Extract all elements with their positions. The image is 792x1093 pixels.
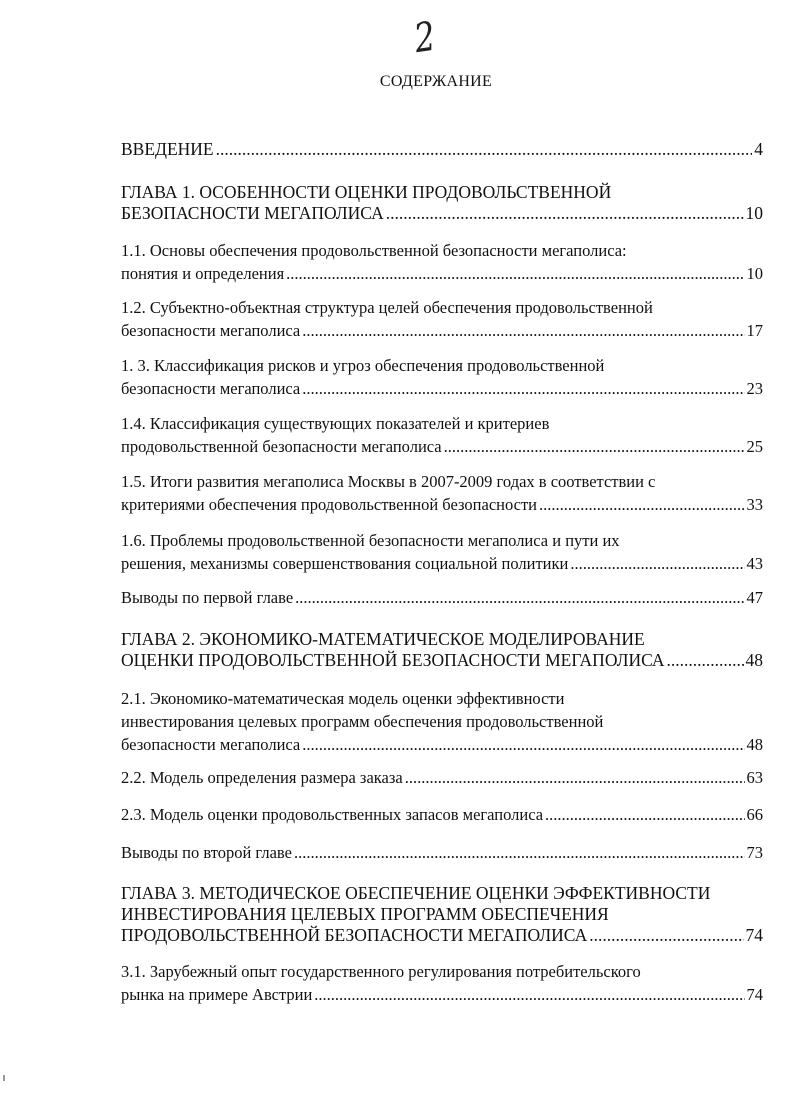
toc-entry-text: понятия и определения xyxy=(121,264,285,283)
toc-entry-text: рынка на примере Австрии xyxy=(121,985,313,1004)
dot-leader xyxy=(302,733,744,756)
toc-entry-text: ПРОДОВОЛЬСТВЕННОЙ БЕЗОПАСНОСТИ МЕГАПОЛИСА xyxy=(121,925,588,945)
dot-leader xyxy=(405,766,745,789)
toc-page-number: 48 xyxy=(745,650,763,670)
toc-entry[interactable] xyxy=(121,586,763,609)
toc-entry-line xyxy=(121,552,763,575)
toc-entry-line: 1. 3. Классификация рисков и угроз обеспечения продовольственной xyxy=(121,356,605,375)
dot-leader xyxy=(302,319,744,342)
toc-page-number: 10 xyxy=(746,264,763,283)
toc-entry-text: Выводы по первой главе xyxy=(121,588,294,607)
toc-entry-text: ОЦЕНКИ ПРОДОВОЛЬСТВЕННОЙ БЕЗОПАСНОСТИ МЕГАПОЛИСА xyxy=(121,650,665,670)
toc-entry-line xyxy=(121,586,763,609)
document-title: СОДЕРЖАНИЕ xyxy=(379,73,493,90)
toc-entry-line xyxy=(121,319,763,342)
handwritten-page-number: 2 xyxy=(411,13,439,63)
toc-entry-line xyxy=(121,925,763,946)
toc-entry-line: 1.4. Классификация существующих показателей и критериев xyxy=(121,414,550,433)
toc-entry[interactable] xyxy=(121,960,763,1006)
dot-leader xyxy=(295,586,744,609)
toc-entry[interactable] xyxy=(121,182,763,224)
toc-entry[interactable] xyxy=(121,296,763,342)
toc-entry-line xyxy=(121,262,763,285)
toc-entry[interactable] xyxy=(121,841,763,864)
toc-entry[interactable] xyxy=(121,766,763,789)
dot-leader xyxy=(667,650,744,671)
toc-entry-text: 2.2. Модель определения размера заказа xyxy=(121,768,403,787)
toc-entry-line xyxy=(121,803,763,826)
toc-entry-line: ИНВЕСТИРОВАНИЯ ЦЕЛЕВЫХ ПРОГРАММ ОБЕСПЕЧЕНИЯ xyxy=(121,904,609,924)
toc-page-number: 43 xyxy=(746,554,763,573)
toc-entry-line xyxy=(121,203,763,224)
toc-entry[interactable] xyxy=(121,239,763,285)
toc-entry-line: 2.1. Экономико-математическая модель оценки эффективности xyxy=(121,689,565,708)
toc-entry-text: безопасности мегаполиса xyxy=(121,321,301,340)
toc-entry-line: 1.6. Проблемы продовольственной безопасности мегаполиса и пути их xyxy=(121,531,620,550)
toc-entry[interactable] xyxy=(121,470,763,516)
dot-leader xyxy=(570,552,744,575)
toc-page-number: 73 xyxy=(746,843,763,862)
toc-entry-line xyxy=(121,983,763,1006)
toc-entry-line xyxy=(121,733,763,756)
toc-entry-line: 1.1. Основы обеспечения продовольственной безопасности мегаполиса: xyxy=(121,241,627,260)
toc-page-number: 74 xyxy=(746,985,763,1004)
toc-entry-text: безопасности мегаполиса xyxy=(121,379,301,398)
toc-entry-text: 2.3. Модель оценки продовольственных запасов мегаполиса xyxy=(121,805,544,824)
toc-page-number: 4 xyxy=(754,139,763,159)
toc-entry[interactable] xyxy=(121,354,763,400)
toc-entry-text: критериями обеспечения продовольственной безопасности xyxy=(121,495,538,514)
dot-leader xyxy=(444,435,745,458)
toc-entry[interactable] xyxy=(121,803,763,826)
toc-page-number: 66 xyxy=(746,805,763,824)
toc-entry-line: ГЛАВА 3. МЕТОДИЧЕСКОЕ ОБЕСПЕЧЕНИЕ ОЦЕНКИ ЭФФЕКТИВНОСТИ xyxy=(121,883,711,903)
toc-entry-line: ГЛАВА 2. ЭКОНОМИКО-МАТЕМАТИЧЕСКОЕ МОДЕЛИРОВАНИЕ xyxy=(121,629,645,649)
toc-entry-line xyxy=(121,435,763,458)
dot-leader xyxy=(286,262,744,285)
toc-entry-line: 1.5. Итоги развития мегаполиса Москвы в 2007-2009 годах в соответствии с xyxy=(121,472,656,491)
toc-entry-text: решения, механизмы совершенствования социальной политики xyxy=(121,554,569,573)
toc-entry-line: инвестирования целевых программ обеспечения продовольственной xyxy=(121,712,604,731)
dot-leader xyxy=(314,983,744,1006)
toc-entry-line xyxy=(121,766,763,789)
toc-entry[interactable] xyxy=(121,687,763,756)
toc-entry[interactable] xyxy=(121,139,763,160)
toc-entry[interactable] xyxy=(121,529,763,575)
dot-leader xyxy=(539,493,744,516)
dot-leader xyxy=(589,925,743,946)
toc-entry-text: безопасности мегаполиса xyxy=(121,735,301,754)
toc-entry-line xyxy=(121,139,763,160)
toc-entry-line xyxy=(121,493,763,516)
dot-leader xyxy=(386,203,744,224)
toc-page-number: 48 xyxy=(746,735,763,754)
toc-page-number: 33 xyxy=(746,495,763,514)
toc-page-number: 63 xyxy=(746,768,763,787)
toc-entry-text: Выводы по второй главе xyxy=(121,843,292,862)
toc-page-number: 23 xyxy=(746,379,763,398)
toc-page-number: 17 xyxy=(746,321,763,340)
toc-page-number: 10 xyxy=(745,203,763,223)
toc-page-number: 47 xyxy=(746,588,763,607)
toc-entry[interactable] xyxy=(121,412,763,458)
toc-entry-line: 1.2. Субъектно-объектная структура целей обеспечения продовольственной xyxy=(121,298,653,317)
dot-leader xyxy=(545,803,744,826)
toc-entry[interactable] xyxy=(121,883,763,946)
toc-page-number: 74 xyxy=(745,925,763,945)
toc-entry-text: БЕЗОПАСНОСТИ МЕГАПОЛИСА xyxy=(121,203,384,223)
dot-leader xyxy=(302,377,744,400)
toc-entry-line xyxy=(121,841,763,864)
toc-page-number: 25 xyxy=(746,437,763,456)
dot-leader xyxy=(294,841,745,864)
scan-artifact xyxy=(3,1075,5,1081)
toc-entry-text: ВВЕДЕНИЕ xyxy=(121,139,214,159)
toc-entry-line xyxy=(121,377,763,400)
dot-leader xyxy=(216,139,753,160)
toc-entry-line: ГЛАВА 1. ОСОБЕННОСТИ ОЦЕНКИ ПРОДОВОЛЬСТВЕННОЙ xyxy=(121,182,612,202)
toc-entry[interactable] xyxy=(121,629,763,671)
toc-entry-line xyxy=(121,650,763,671)
toc-entry-line: 3.1. Зарубежный опыт государственного регулирования потребительского xyxy=(121,962,641,981)
toc-entry-text: продовольственной безопасности мегаполиса xyxy=(121,437,442,456)
